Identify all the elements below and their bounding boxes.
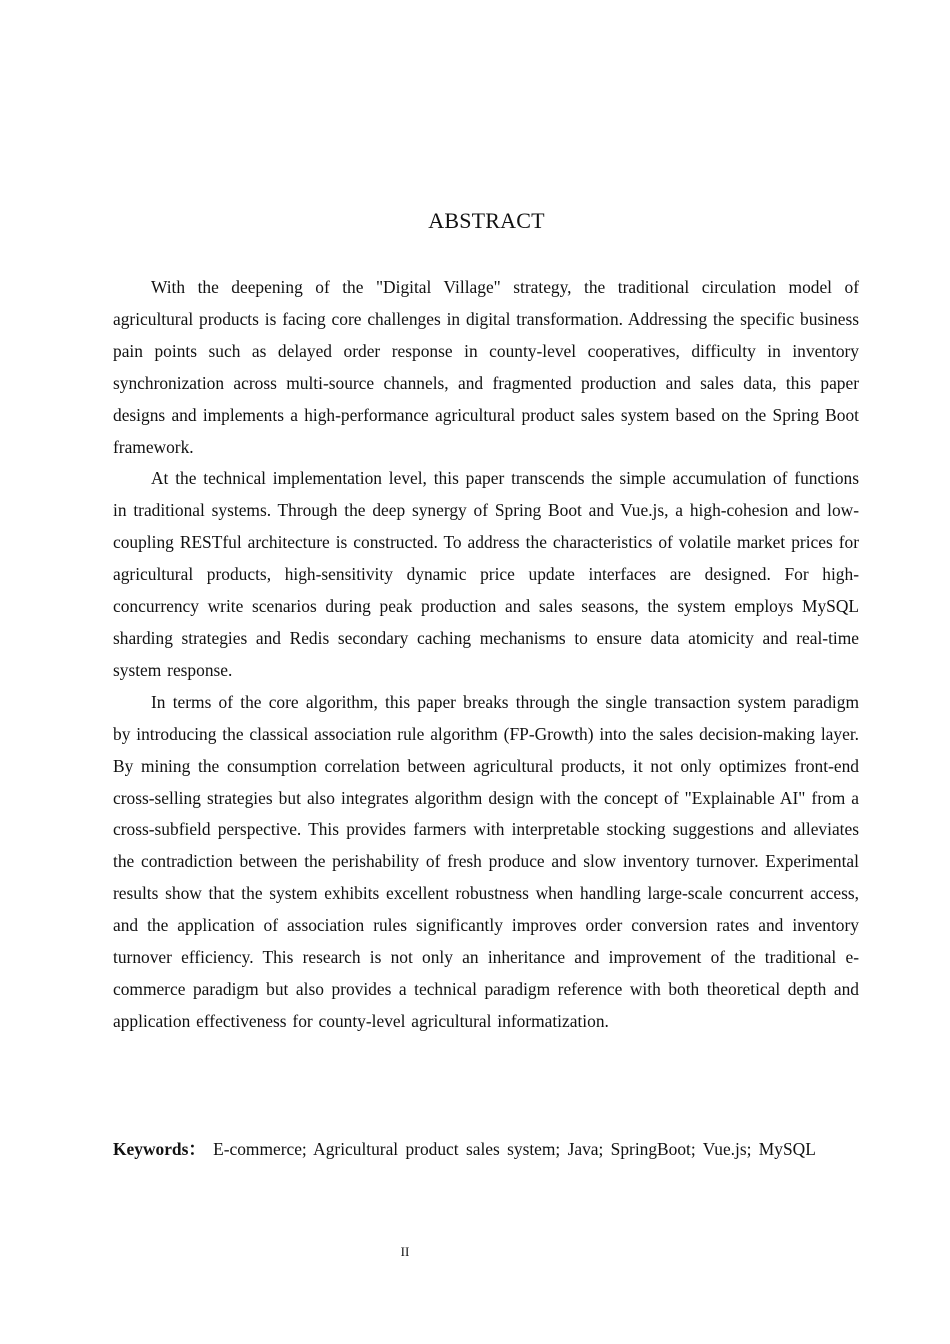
abstract-title: ABSTRACT <box>428 208 545 233</box>
keywords-line <box>113 1134 859 1166</box>
abstract-paragraph-1: With the deepening of the "Digital Village" strategy, the traditional circulation model of agricultural products is facing core challenges in digital transformation. Addressing the specific business pain points such as delayed order response in county-level cooperatives, difficulty in inventory synchronization across multi-source channels, and fragmented production and sales data, this paper designs and implements a high-performance agricultural product sales system based on the Spring Boot framework. <box>113 277 859 457</box>
keywords-label: Keywords： <box>113 1139 206 1159</box>
abstract-paragraph-2: At the technical implementation level, this paper transcends the simple accumulation of functions in traditional systems. Through the deep synergy of Spring Boot and Vue.js, a high-cohesion and low-coupling RESTful architecture is constructed. To address the characteristics of volatile market prices for agricultural products, high-sensitivity dynamic price update interfaces are designed. For high-concurrency write scenarios during peak production and sales seasons, the system employs MySQL sharding strategies and Redis secondary caching mechanisms to ensure data atomicity and real-time system response. <box>113 468 859 680</box>
page-number: II <box>400 1244 410 1259</box>
abstract-paragraph-3: In terms of the core algorithm, this paper breaks through the single transaction system paradigm by introducing the classical association rule algorithm (FP-Growth) into the sales decision-making layer. By mining the consumption correlation between agricultural products, it not only optimizes front-end cross-selling strategies but also integrates algorithm design with the concept of "Explainable AI" from a cross-subfield perspective. This provides farmers with interpretable stocking suggestions and alleviates the contradiction between the perishability of fresh produce and slow inventory turnover. Experimental results show that the system exhibits excellent robustness when handling large-scale concurrent access, and the application of association rules significantly improves order conversion rates and inventory turnover efficiency. This research is not only an inheritance and improvement of the traditional e-commerce paradigm but also provides a technical paradigm reference with both theoretical depth and application effectiveness for county-level agricultural informatization. <box>113 691 859 1031</box>
keywords-text: E-commerce; Agricultural product sales system; Java; SpringBoot; Vue.js; MySQL <box>205 1139 816 1159</box>
abstract-body <box>113 272 859 1038</box>
